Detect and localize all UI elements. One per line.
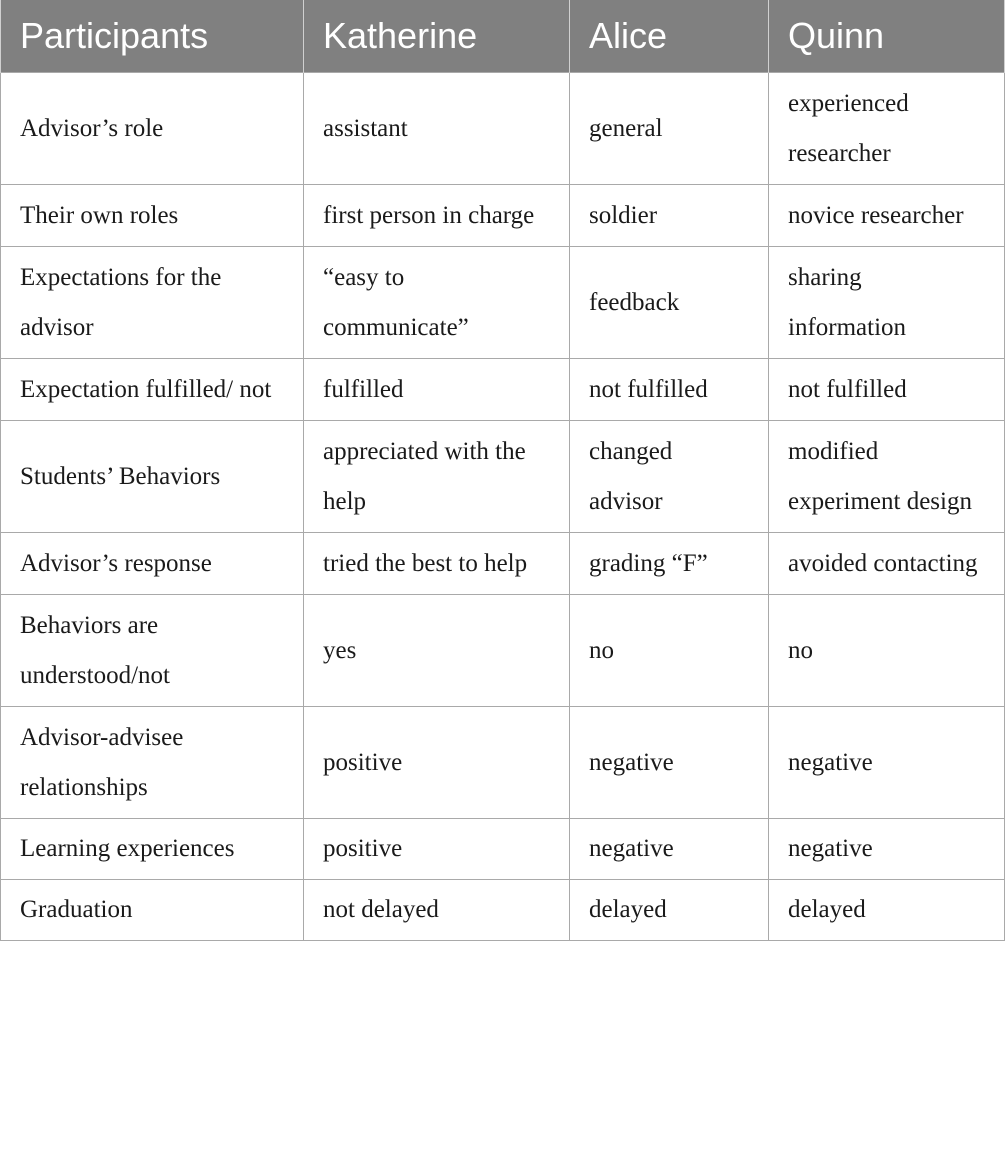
table-row — [1, 595, 1005, 707]
row-label: Their own roles — [1, 185, 304, 247]
cell-quinn: no — [769, 595, 1005, 707]
cell-quinn: negative — [769, 819, 1005, 880]
table-row — [1, 359, 1005, 421]
cell-quinn: experienced researcher — [769, 73, 1005, 185]
cell-quinn: novice researcher — [769, 185, 1005, 247]
cell-alice: grading “F” — [570, 533, 769, 595]
cell-katherine: positive — [304, 819, 570, 880]
cell-alice: general — [570, 73, 769, 185]
cell-alice: negative — [570, 707, 769, 819]
table-row — [1, 185, 1005, 247]
cell-quinn: not fulfilled — [769, 359, 1005, 421]
row-label: Behaviors are understood/not — [1, 595, 304, 707]
row-label: Learning experiences — [1, 819, 304, 880]
row-label: Expectation fulfilled/ not — [1, 359, 304, 421]
cell-katherine: tried the best to help — [304, 533, 570, 595]
table-row — [1, 533, 1005, 595]
cell-quinn: negative — [769, 707, 1005, 819]
header-alice: Alice — [570, 0, 769, 73]
cell-katherine: “easy to communicate” — [304, 247, 570, 359]
cell-katherine: positive — [304, 707, 570, 819]
cell-katherine: appreciated with the help — [304, 421, 570, 533]
cell-alice: delayed — [570, 880, 769, 941]
cell-quinn: sharing information — [769, 247, 1005, 359]
header-quinn: Quinn — [769, 0, 1005, 73]
row-label: Students’ Behaviors — [1, 421, 304, 533]
cell-katherine: not delayed — [304, 880, 570, 941]
row-label: Graduation — [1, 880, 304, 941]
cell-katherine: assistant — [304, 73, 570, 185]
row-label: Advisor’s response — [1, 533, 304, 595]
cell-alice: negative — [570, 819, 769, 880]
cell-quinn: avoided contacting — [769, 533, 1005, 595]
cell-katherine: fulfilled — [304, 359, 570, 421]
table-row — [1, 73, 1005, 185]
cell-alice: not fulfilled — [570, 359, 769, 421]
table-row — [1, 819, 1005, 880]
header-katherine: Katherine — [304, 0, 570, 73]
cell-alice: no — [570, 595, 769, 707]
cell-quinn: delayed — [769, 880, 1005, 941]
table-row — [1, 707, 1005, 819]
table-row — [1, 247, 1005, 359]
table-row — [1, 880, 1005, 941]
cell-alice: feedback — [570, 247, 769, 359]
cell-katherine: yes — [304, 595, 570, 707]
row-label: Expectations for the advisor — [1, 247, 304, 359]
header-participants: Participants — [1, 0, 304, 73]
cell-alice: soldier — [570, 185, 769, 247]
cell-alice: changed advisor — [570, 421, 769, 533]
cell-katherine: first person in charge — [304, 185, 570, 247]
header-row — [1, 0, 1005, 73]
row-label: Advisor-advisee relationships — [1, 707, 304, 819]
table-row — [1, 421, 1005, 533]
cell-quinn: modified experiment design — [769, 421, 1005, 533]
row-label: Advisor’s role — [1, 73, 304, 185]
